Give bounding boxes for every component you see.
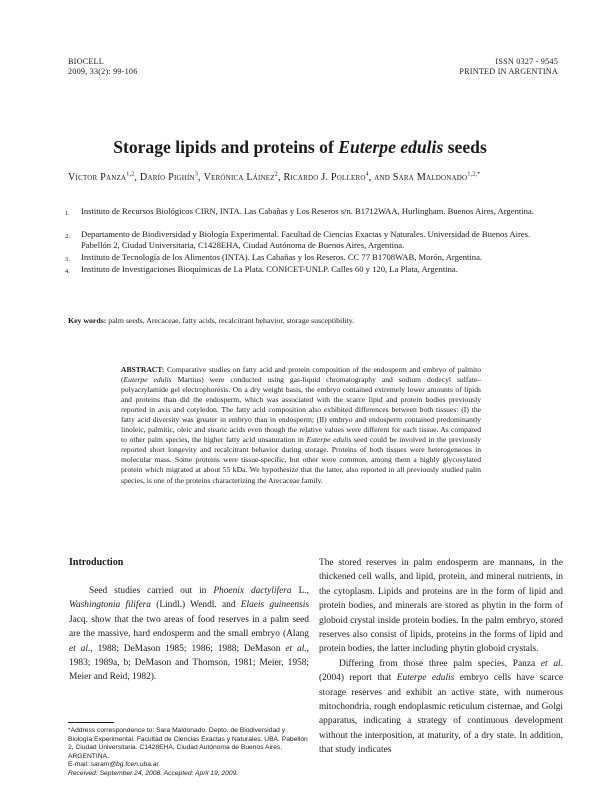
- correspondence-email: E-mail: saram@bg.fcen.uba.ar: [68, 761, 159, 768]
- intro-paragraph-3: Differing from those three palm species, Panza et al. (2004) report that Euterpe edulis embryo cells have scarce storage reserves and exhibit an active state, with numerous mitochondria, rough endoplasmic reticulum cisternae, and Golgi apparatus, indicating a strategy of continuous development without the interposition, at maturity, of a dry state. In addition, that study indicates: [319, 658, 563, 756]
- keywords-text: palm seeds, Arecaceae, fatty acids, recalcitrant behavior, storage susceptibility.: [106, 316, 355, 325]
- author: Ricardo J. Pollero$^4$, and: [283, 172, 393, 184]
- author: Darío Pighín$^3$,: [139, 172, 204, 184]
- abstract-label: ABSTRACT:: [121, 365, 165, 374]
- correspondence-footnote: [68, 727, 308, 778]
- printed-in: PRINTED IN ARGENTINA: [459, 67, 558, 76]
- journal-name: BIOCELL: [68, 57, 104, 66]
- title-part-2: seeds: [443, 137, 487, 157]
- affiliation-4: 4. Instituto de Investigaciones Bioquímicas de La Plata. CONICET-UNLP. Calles 60 y 120, La Plata, Argentina.: [65, 264, 458, 275]
- running-header-right: [459, 57, 558, 77]
- received-accepted-dates: Received: September 24, 2008. Accepted: April 19, 2009.: [68, 769, 239, 777]
- footnote-rule: [68, 722, 114, 723]
- running-header-left: [68, 57, 138, 77]
- author: Verónica Láinez$^2$,: [203, 172, 284, 184]
- intro-paragraph-1: Seed studies carried out in Phoenix dactylifera L., Washingtonia filifera (Lindl.) Wendl. and Elaeis guineensis Jacq. show that the two areas of food reserves in a palm seed are the massive, hard endosperm and the small embryo (Alang et al., 1988; DeMason 1985; 1986; 1988; DeMason et al., 1983; 1989a, b; DeMason and Thomson, 1981; Meier, 1958; Meier and Reid, 1982).: [69, 586, 309, 683]
- author: Sara Maldonado$^{1,2,*}$: [392, 172, 481, 184]
- section-heading-introduction: Introduction: [69, 557, 124, 568]
- right-column: [319, 556, 563, 758]
- title-part-1: Storage lipids and proteins of: [113, 137, 339, 157]
- author: Víctor Panza$^{1,2}$,: [68, 172, 140, 184]
- affiliation-2: 2. Departamento de Biodiversidad y Biología Experimental. Facultad de Ciencias Exactas y Naturales. Universidad de Buenos Aires. Pabellón 2, Ciudad Universitaria, C1428EHA, Ciudad Autónoma de Buenos Aires, Argentina.: [65, 229, 531, 251]
- issn: ISSN 0327 - 9545: [495, 57, 558, 66]
- citation: 2009, 33(2): 99-106: [68, 67, 138, 76]
- affiliation-1: 1. Instituto de Recursos Biológicos CIRN, INTA. Las Cabañas y Los Reseros s/n. B1712WAA, Hurlingham. Buenos Aires, Argentina.: [65, 206, 534, 217]
- keywords-label: Key words:: [68, 316, 107, 325]
- article-title: [0, 137, 600, 158]
- intro-paragraph-2: The stored reserves in palm endosperm are mannans, in the thickened cell walls, and lipid, protein, and mineral nutrients, in the cytoplasm. Lipids and proteins are in the form of lipid and protein bodies, and minerals are stored as phytin in the form of globoid crystal inside protein bodies. In the palm embryo, stored reserves also consist of lipids, proteins in the forms of lipid and protein bodies, the latter including phytin globoid crystals.: [319, 558, 563, 655]
- title-species: Euterpe edulis: [338, 137, 444, 157]
- affiliation-3: 3. Instituto de Tecnología de los Alimentos (INTA). Las Cabañas y los Reseros. CC 77 B1708WAB, Morón, Argentina.: [65, 252, 483, 263]
- author-list: [68, 172, 548, 183]
- correspondence-address: *Address correspondence to: Sara Maldonado. Depto. de Biodiversidad y Biología Experimental. Facultad de Ciencias Exactas y Naturales. UBA. Pabellón 2, Ciudad Universitaria. C1428EHA, Ciudad Autónoma de Buenos Aires, ARGENTINA.: [68, 727, 308, 760]
- keywords: [68, 316, 538, 325]
- abstract: ABSTRACT: Comparative studies on fatty acid and protein composition of the endosperm and embryo of palmito (Euterpe edulis Martius) were conducted using gas-liquid chromatography and sodium dodecyl sulfate–polyacrylamide gel electrophoresis. On a dry weight basis, the embryo contained extremely lower amounts of lipids and proteins than did the endosperm, which was associated with the scarce lipid and protein bodies previously reported in axis and cotyledon. The fatty acid composition also exhibited differences between both tissues: (I) the fatty acid diversity was greater in embryo than in endosperm; (II) embryo and endosperm contained predominantly linoleic, palmitic, oleic and stearic acids even though the relative values were different for each tissue. As compared to other palm species, the higher fatty acid unsaturation in Euterpe edulis seed could be involved in the previously reported short longevity and recalcitrant behavior during storage. Proteins of both tissues were heterogeneous in molecular mass. Some proteins were tissue-specific, but other were common, among them a highly glycosylated protein which migrated at about 55 kDa. We hypothesize that the latter, also reported in all previously studied palm species, is one of the proteins characterizing the Arecaceae family.: [121, 365, 482, 485]
